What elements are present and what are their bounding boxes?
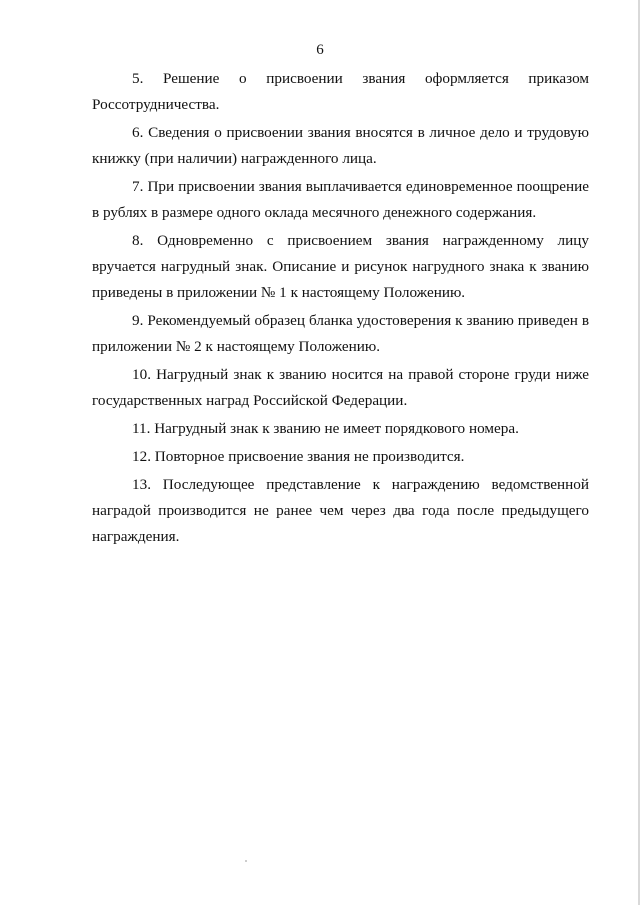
paragraph-6: 6. Сведения о присвоении звания вносятся в личное дело и трудовую книжку (при наличии) награжденного лица. <box>92 124 589 167</box>
paragraph-10: 10. Нагрудный знак к званию носится на правой стороне груди ниже государственных наград Российской Федерации. <box>92 366 589 409</box>
paragraph-5: 5. Решение о присвоении звания оформляется приказом Россотрудничества. <box>92 70 589 113</box>
paragraph-9: 9. Рекомендуемый образец бланка удостоверения к званию приведен в приложении № 2 к настоящему Положению. <box>92 312 589 355</box>
paragraph-11: 11. Нагрудный знак к званию не имеет порядкового номера. <box>132 420 519 437</box>
page-number: 6 <box>316 42 324 58</box>
paragraph-12: 12. Повторное присвоение звания не производится. <box>132 448 465 465</box>
paragraph-7: 7. При присвоении звания выплачивается единовременное поощрение в рублях в размере одного оклада месячного денежного содержания. <box>92 178 589 221</box>
paragraph-8: 8. Одновременно с присвоением звания награжденному лицу вручается нагрудный знак. Описание и рисунок нагрудного знака к званию приведены в приложении № 1 к настоящему Положению. <box>92 232 589 301</box>
paragraph-13: 13. Последующее представление к награждению ведомственной наградой производится не ранее чем через два года после предыдущего награждения. <box>92 476 589 545</box>
document-body <box>92 66 589 552</box>
scan-speck <box>245 860 247 862</box>
